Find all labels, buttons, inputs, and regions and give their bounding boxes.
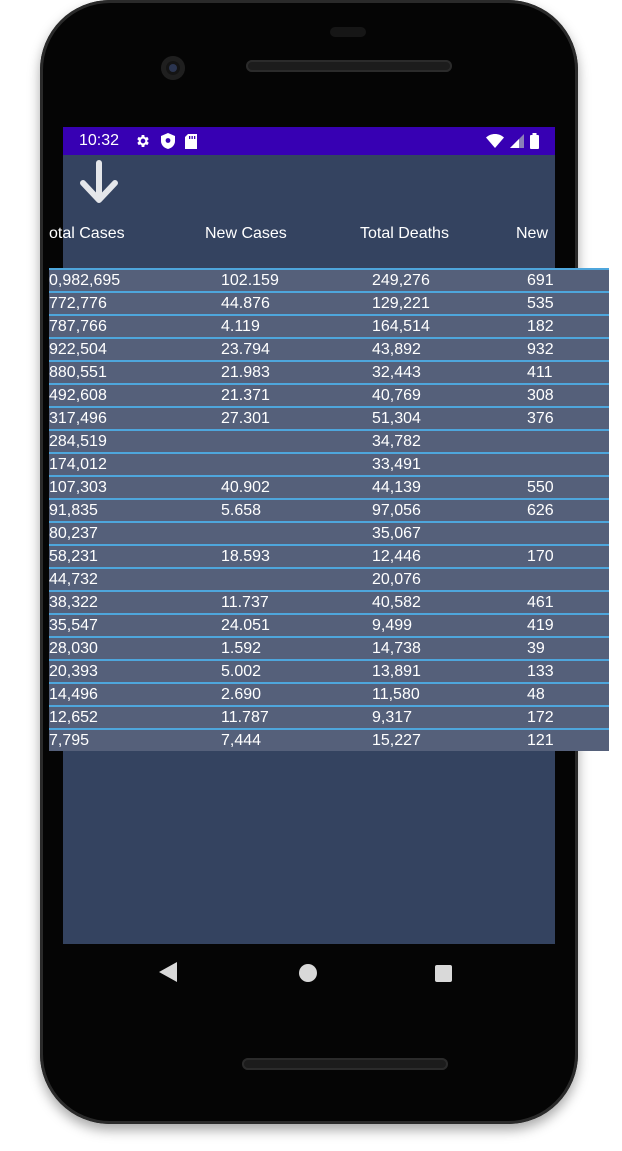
cell-total-deaths: 9,317	[372, 709, 413, 726]
cell-total-cases: 107,303	[49, 479, 107, 496]
header-new-cases[interactable]: New Cases	[205, 225, 287, 242]
signal-icon	[510, 134, 524, 148]
stats-table[interactable]	[49, 217, 555, 749]
cell-new-cases: 21.371	[221, 387, 270, 404]
table-row[interactable]	[49, 636, 609, 659]
table-row[interactable]	[49, 475, 609, 498]
status-system-icons	[486, 132, 539, 150]
cell-new-deaths: 550	[527, 479, 554, 496]
cell-total-deaths: 40,769	[372, 387, 421, 404]
cell-total-deaths: 9,499	[372, 617, 413, 634]
cell-new-deaths: 411	[527, 364, 553, 381]
cell-total-cases: 58,231	[49, 548, 98, 565]
cell-total-deaths: 44,139	[372, 479, 421, 496]
cell-new-deaths: 419	[527, 617, 554, 634]
cell-total-deaths: 129,221	[372, 295, 430, 312]
table-row[interactable]	[49, 521, 609, 544]
table-row[interactable]	[49, 406, 609, 429]
cell-new-cases: 7,444	[221, 732, 262, 749]
cell-new-cases: 11.737	[221, 594, 269, 611]
cell-total-deaths: 11,580	[372, 686, 420, 703]
cell-total-deaths: 97,056	[372, 502, 421, 519]
cell-total-deaths: 34,782	[372, 433, 421, 450]
cell-total-deaths: 32,443	[372, 364, 421, 381]
table-row[interactable]	[49, 314, 609, 337]
table-row[interactable]	[49, 613, 609, 636]
cell-new-cases: 21.983	[221, 364, 270, 381]
cell-new-cases: 27.301	[221, 410, 270, 427]
table-row[interactable]	[49, 360, 609, 383]
cell-total-deaths: 35,067	[372, 525, 421, 542]
table-body	[49, 268, 609, 751]
table-row[interactable]	[49, 705, 609, 728]
cell-new-cases: 11.787	[221, 709, 269, 726]
cell-new-deaths: 172	[527, 709, 554, 726]
cell-total-cases: 772,776	[49, 295, 107, 312]
cell-total-cases: 7,795	[49, 732, 90, 749]
cell-new-cases: 18.593	[221, 548, 270, 565]
cell-total-cases: 922,504	[49, 341, 107, 358]
cell-new-deaths: 48	[527, 686, 545, 703]
speaker-slot	[330, 27, 366, 37]
cell-total-cases: 28,030	[49, 640, 98, 657]
cell-total-deaths: 12,446	[372, 548, 421, 565]
cell-new-deaths: 535	[527, 295, 554, 312]
shield-icon	[161, 133, 175, 149]
cell-total-deaths: 14,738	[372, 640, 421, 657]
table-row[interactable]	[49, 383, 609, 406]
cell-total-cases: 880,551	[49, 364, 107, 381]
table-row[interactable]	[49, 429, 609, 452]
cell-new-cases: 40.902	[221, 479, 270, 496]
table-row[interactable]	[49, 567, 609, 590]
cell-new-cases: 5.658	[221, 502, 262, 519]
cell-new-cases: 23.794	[221, 341, 270, 358]
cell-total-deaths: 13,891	[372, 663, 421, 680]
cell-new-cases: 1.592	[221, 640, 262, 657]
earpiece-speaker	[246, 60, 452, 72]
cell-total-cases: 14,496	[49, 686, 98, 703]
navigation-bar	[63, 944, 555, 1004]
header-new-deaths[interactable]: New	[516, 225, 549, 242]
status-notification-icons	[135, 132, 197, 150]
cell-total-cases: 174,012	[49, 456, 107, 473]
cell-new-deaths: 182	[527, 318, 554, 335]
table-row[interactable]	[49, 291, 609, 314]
cell-total-deaths: 20,076	[372, 571, 421, 588]
cell-total-cases: 0,982,695	[49, 272, 121, 289]
status-bar	[63, 127, 555, 155]
status-time: 10:32	[79, 132, 120, 149]
arrow-down-icon	[79, 161, 119, 210]
cell-new-deaths: 39	[527, 640, 545, 657]
home-icon[interactable]	[299, 964, 317, 982]
cell-total-cases: 787,766	[49, 318, 107, 335]
table-row[interactable]	[49, 544, 609, 567]
cell-total-cases: 492,608	[49, 387, 107, 404]
screen	[49, 127, 555, 944]
cell-new-deaths: 308	[527, 387, 554, 404]
gear-icon	[135, 133, 151, 149]
cell-new-cases: 44.876	[221, 295, 270, 312]
cell-total-cases: 35,547	[49, 617, 98, 634]
cell-new-deaths: 376	[527, 410, 554, 427]
sd-card-icon	[185, 134, 197, 149]
battery-icon	[530, 133, 539, 149]
cell-total-cases: 91,835	[49, 502, 98, 519]
cell-new-cases: 5.002	[221, 663, 262, 680]
header-total-deaths[interactable]: Total Deaths	[360, 225, 449, 242]
back-icon[interactable]	[159, 962, 177, 987]
cell-total-deaths: 249,276	[372, 272, 430, 289]
table-row[interactable]	[49, 682, 609, 705]
cell-new-deaths: 121	[527, 732, 554, 749]
cell-total-cases: 38,322	[49, 594, 98, 611]
table-row[interactable]	[49, 498, 609, 521]
cell-new-deaths: 691	[527, 272, 554, 289]
cell-new-deaths: 133	[527, 663, 554, 680]
cell-new-deaths: 461	[527, 594, 554, 611]
cell-new-deaths: 170	[527, 548, 554, 565]
cell-total-cases: 317,496	[49, 410, 107, 427]
cell-new-deaths: 626	[527, 502, 554, 519]
table-row[interactable]	[49, 659, 609, 682]
table-row[interactable]	[49, 728, 609, 751]
table-row[interactable]	[49, 452, 609, 475]
cell-new-cases: 102.159	[221, 272, 279, 289]
cell-total-cases: 284,519	[49, 433, 107, 450]
cell-total-deaths: 33,491	[372, 456, 421, 473]
table-header	[49, 217, 609, 253]
cell-total-deaths: 15,227	[372, 732, 421, 749]
wifi-icon	[486, 134, 504, 148]
cell-total-deaths: 40,582	[372, 594, 421, 611]
cell-total-deaths: 164,514	[372, 318, 430, 335]
cell-new-cases: 2.690	[221, 686, 262, 703]
recents-icon[interactable]	[435, 965, 452, 982]
table-row[interactable]	[49, 337, 609, 360]
cell-new-cases: 24.051	[221, 617, 270, 634]
bottom-speaker	[242, 1058, 448, 1070]
cell-total-deaths: 51,304	[372, 410, 421, 427]
cell-total-cases: 80,237	[49, 525, 98, 542]
table-row[interactable]	[49, 268, 609, 291]
cell-total-cases: 44,732	[49, 571, 98, 588]
cell-new-deaths: 932	[527, 341, 554, 358]
cell-total-deaths: 43,892	[372, 341, 421, 358]
front-camera	[161, 56, 185, 80]
cell-total-cases: 20,393	[49, 663, 98, 680]
table-row[interactable]	[49, 590, 609, 613]
cell-total-cases: 12,652	[49, 709, 98, 726]
scroll-down-button[interactable]	[77, 163, 121, 207]
header-total-cases[interactable]: otal Cases	[49, 225, 125, 242]
cell-new-cases: 4.119	[221, 318, 260, 335]
